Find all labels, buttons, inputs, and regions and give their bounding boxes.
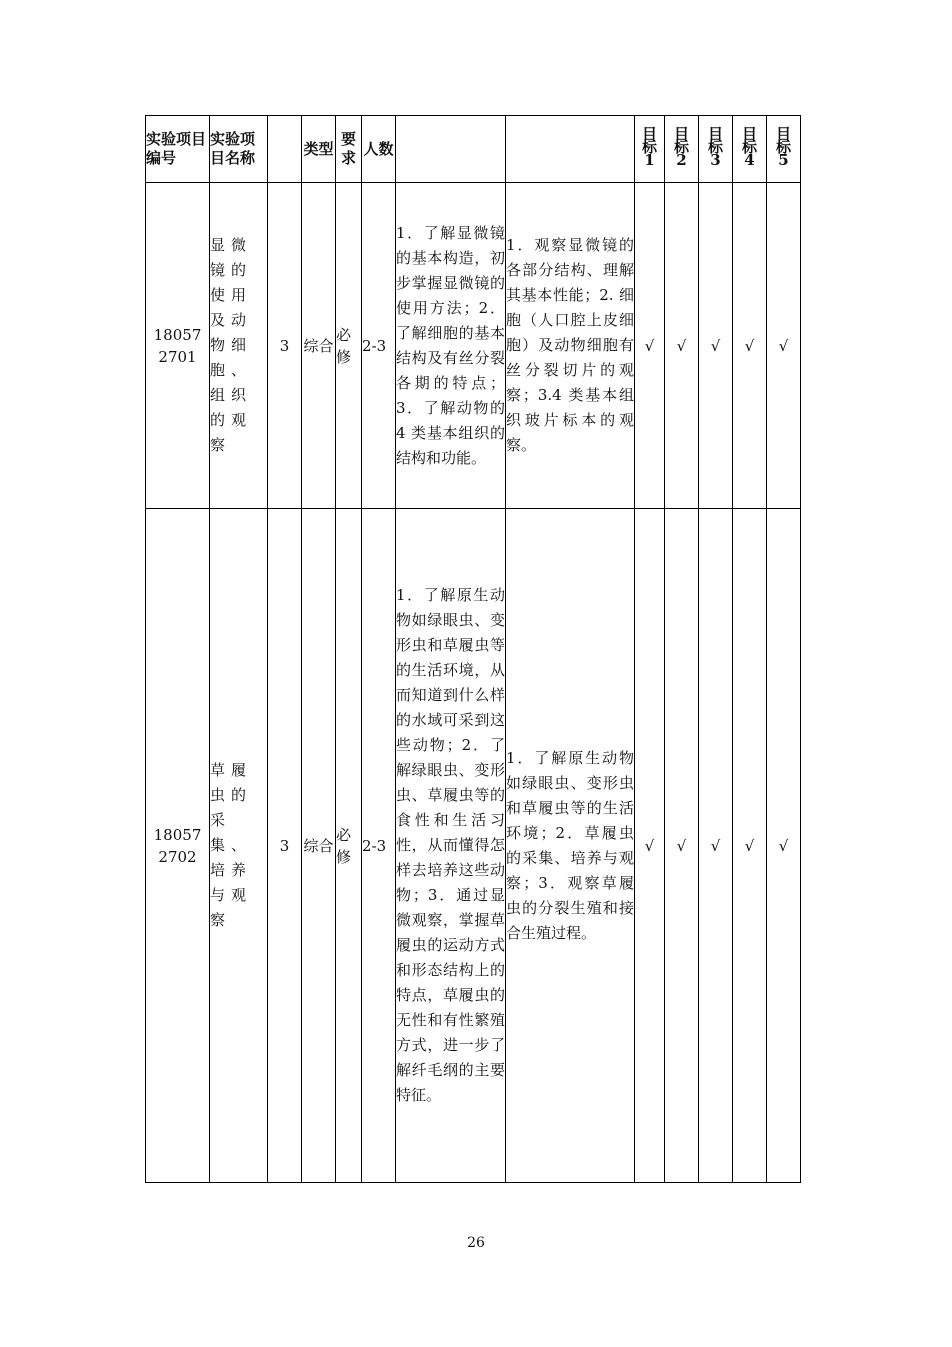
- row-1-people: 2-3: [362, 183, 396, 509]
- row-2-goal-3: √: [699, 509, 733, 1183]
- header-goal-2: [665, 116, 699, 183]
- header-people: 人数: [362, 116, 396, 183]
- row-2-goal-1: √: [635, 509, 665, 1183]
- header-row: [146, 116, 801, 183]
- header-name: 实验项目名称: [210, 116, 268, 183]
- row-2-goal-4: √: [733, 509, 767, 1183]
- row-2-people: 2-3: [362, 509, 396, 1183]
- row-2-goal-2: √: [665, 509, 699, 1183]
- goal-2-label: 目标2: [674, 125, 690, 169]
- row-1-code: 18057 2701: [146, 183, 210, 509]
- row-1-content: 1．观察显微镜的各部分结构、理解其基本性能；2. 细胞（人口腔上皮细胞）及动物细胞有丝分裂切片的观察；3.4 类基本组织玻片标本的观察。: [506, 183, 635, 509]
- row-1-hours: 3: [268, 183, 302, 509]
- goal-5-label: 目标5: [776, 125, 792, 169]
- row-2-name: 草履虫的采集、培养与观察: [210, 509, 268, 1183]
- row-2-type: 综合: [302, 509, 336, 1183]
- table-row: [146, 509, 801, 1183]
- row-1-goal-2: √: [665, 183, 699, 509]
- header-goal-3: [699, 116, 733, 183]
- header-goal-5: [767, 116, 801, 183]
- row-1-goal-5: √: [767, 183, 801, 509]
- row-1-name: 显微镜的使用及动物细胞、组织的观察: [210, 183, 268, 509]
- header-goal-4: [733, 116, 767, 183]
- header-goal-1: [635, 116, 665, 183]
- goal-4-label: 目标4: [742, 125, 758, 169]
- row-1-type: 综合: [302, 183, 336, 509]
- row-2-code: 18057 2702: [146, 509, 210, 1183]
- header-objective: [396, 116, 506, 183]
- row-1-goal-3: √: [699, 183, 733, 509]
- header-code: 实验项目编号: [146, 116, 210, 183]
- row-1-requirement: 必修: [336, 183, 362, 509]
- row-2-hours: 3: [268, 509, 302, 1183]
- table-row: [146, 183, 801, 509]
- goal-1-label: 目标1: [642, 125, 658, 169]
- header-content: [506, 116, 635, 183]
- goal-3-label: 目标3: [708, 125, 724, 169]
- row-1-goal-1: √: [635, 183, 665, 509]
- experiment-table: [145, 115, 801, 1183]
- header-hours: [268, 116, 302, 183]
- header-requirement: 要求: [336, 116, 362, 183]
- row-2-goal-5: √: [767, 509, 801, 1183]
- row-2-objective: 1．了解原生动物如绿眼虫、变形虫和草履虫等的生活环境，从而知道到什么样的水域可采到这些动物；2．了解绿眼虫、变形虫、草履虫等的食性和生活习性，从而懂得怎样去培养这些动物；3．通过显微观察，掌握草履虫的运动方式和形态结构上的特点，草履虫的无性和有性繁殖方式，进一步了解纤毛纲的主要特征。: [396, 509, 506, 1183]
- row-1-objective: 1．了解显微镜的基本构造，初步掌握显微镜的使用方法；2．了解细胞的基本结构及有丝分裂各期的特点；3．了解动物的 4 类基本组织的结构和功能。: [396, 183, 506, 509]
- page-number: 26: [467, 1235, 485, 1251]
- header-type: 类型: [302, 116, 336, 183]
- row-2-content: 1．了解原生动物如绿眼虫、变形虫和草履虫等的生活环境；2．草履虫的采集、培养与观察；3．观察草履虫的分裂生殖和接合生殖过程。: [506, 509, 635, 1183]
- row-2-requirement: 必修: [336, 509, 362, 1183]
- row-1-goal-4: √: [733, 183, 767, 509]
